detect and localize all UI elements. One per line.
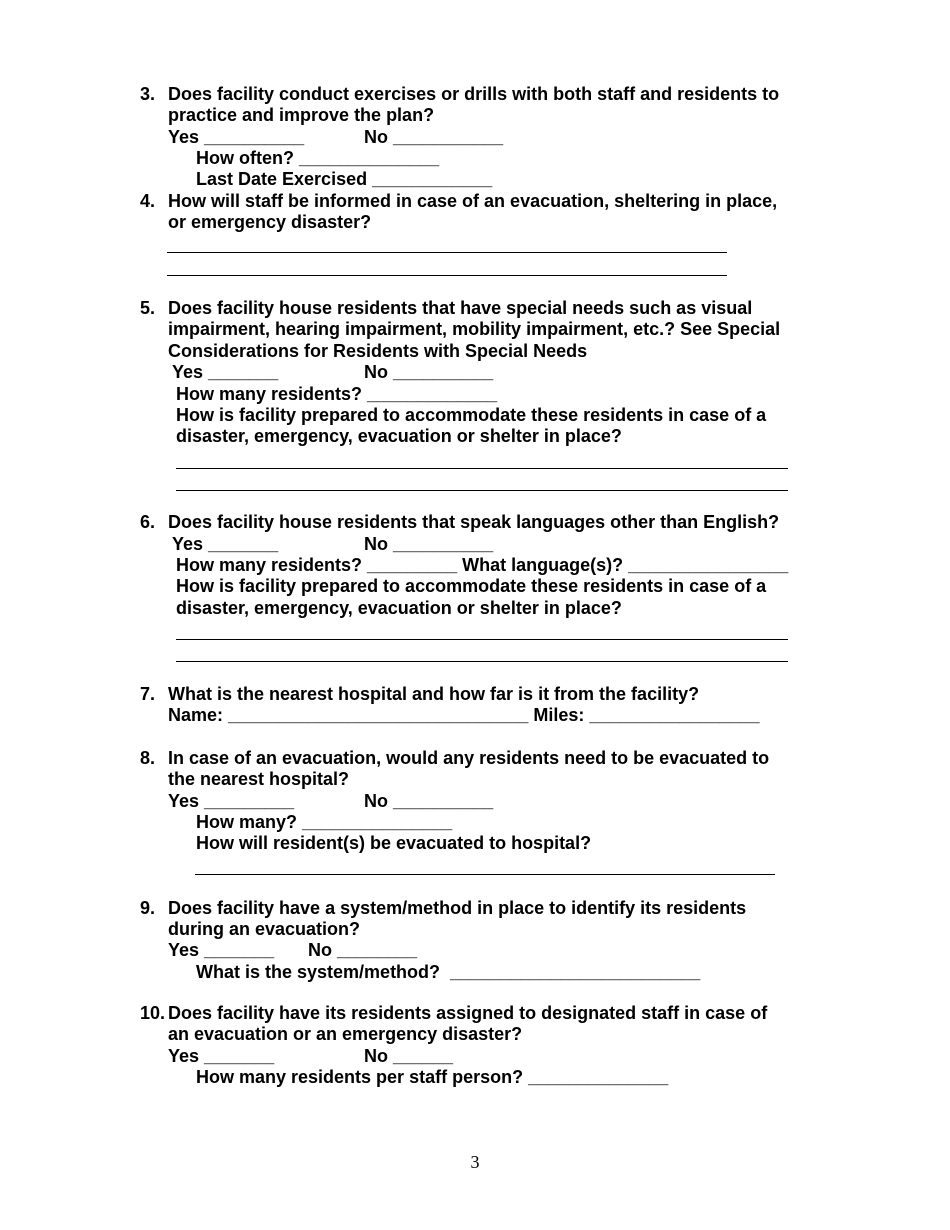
q6-text-line1: Does facility house residents that speak languages other than English? xyxy=(168,512,780,532)
q3-how-often-field[interactable]: How often? ______________ xyxy=(196,148,440,168)
q6-answer-line-2[interactable] xyxy=(176,661,788,662)
q10-no-field[interactable]: No ______ xyxy=(364,1046,454,1066)
q3-text-line1: Does facility conduct exercises or drills with both staff and residents to xyxy=(168,84,780,104)
q4-answer-line-2[interactable] xyxy=(167,275,727,276)
q6-number: 6. xyxy=(140,512,156,532)
q8-text-line1: In case of an evacuation, would any residents need to be evacuated to xyxy=(168,748,770,768)
q3-last-date-field[interactable]: Last Date Exercised ____________ xyxy=(196,169,493,189)
q9-no-field[interactable]: No ________ xyxy=(308,940,418,960)
q10-text-line2: an evacuation or an emergency disaster? xyxy=(168,1024,523,1044)
q6-prep-line2: disaster, emergency, evacuation or shelter in place? xyxy=(176,598,622,618)
q3-no-field[interactable]: No ___________ xyxy=(364,127,504,147)
q7-number: 7. xyxy=(140,684,156,704)
q9-text-line1: Does facility have a system/method in place to identify its residents xyxy=(168,898,747,918)
q8-how-will-text: How will resident(s) be evacuated to hospital? xyxy=(196,833,592,853)
q5-text-line3: Considerations for Residents with Special Needs xyxy=(168,341,588,361)
q10-per-staff-field[interactable]: How many residents per staff person? ______________ xyxy=(196,1067,669,1087)
q8-number: 8. xyxy=(140,748,156,768)
q5-answer-line-2[interactable] xyxy=(176,490,788,491)
q7-text-line1: What is the nearest hospital and how far is it from the facility? xyxy=(168,684,700,704)
q10-text-line1: Does facility have its residents assigned to designated staff in case of xyxy=(168,1003,768,1023)
q5-number: 5. xyxy=(140,298,156,318)
q4-answer-line-1[interactable] xyxy=(167,252,727,253)
q9-number: 9. xyxy=(140,898,156,918)
q4-text-line2: or emergency disaster? xyxy=(168,212,372,232)
q9-text-line2: during an evacuation? xyxy=(168,919,361,939)
q8-no-field[interactable]: No __________ xyxy=(364,791,494,811)
q3-number: 3. xyxy=(140,84,156,104)
q4-number: 4. xyxy=(140,191,156,211)
q6-how-many-language-field[interactable]: How many residents? _________ What language(s)? ________________ xyxy=(176,555,789,575)
q5-yes-field[interactable]: Yes _______ xyxy=(172,362,279,382)
q9-yes-field[interactable]: Yes _______ xyxy=(168,940,275,960)
q5-text-line2: impairment, hearing impairment, mobility impairment, etc.? See Special xyxy=(168,319,781,339)
q5-prep-line1: How is facility prepared to accommodate these residents in case of a xyxy=(176,405,767,425)
q6-prep-line1: How is facility prepared to accommodate these residents in case of a xyxy=(176,576,767,596)
q6-yes-field[interactable]: Yes _______ xyxy=(172,534,279,554)
q10-number: 10. xyxy=(140,1003,166,1023)
q6-answer-line-1[interactable] xyxy=(176,639,788,640)
q10-yes-field[interactable]: Yes _______ xyxy=(168,1046,275,1066)
q6-no-field[interactable]: No __________ xyxy=(364,534,494,554)
q9-system-field[interactable]: What is the system/method? _________________________ xyxy=(196,962,701,982)
q8-text-line2: the nearest hospital? xyxy=(168,769,350,789)
q7-name-miles-field[interactable]: Name: ______________________________ Miles: _________________ xyxy=(168,705,760,725)
q8-yes-field[interactable]: Yes _________ xyxy=(168,791,295,811)
q3-text-line2: practice and improve the plan? xyxy=(168,105,435,125)
q8-how-many-field[interactable]: How many? _______________ xyxy=(196,812,453,832)
q5-text-line1: Does facility house residents that have special needs such as visual xyxy=(168,298,753,318)
q5-no-field[interactable]: No __________ xyxy=(364,362,494,382)
page-number: 3 xyxy=(470,1152,480,1172)
q4-text-line1: How will staff be informed in case of an evacuation, sheltering in place, xyxy=(168,191,778,211)
q5-how-many-field[interactable]: How many residents? _____________ xyxy=(176,384,498,404)
q5-answer-line-1[interactable] xyxy=(176,468,788,469)
q5-prep-line2: disaster, emergency, evacuation or shelter in place? xyxy=(176,426,622,446)
q3-yes-field[interactable]: Yes __________ xyxy=(168,127,305,147)
q8-answer-line[interactable] xyxy=(195,874,775,875)
